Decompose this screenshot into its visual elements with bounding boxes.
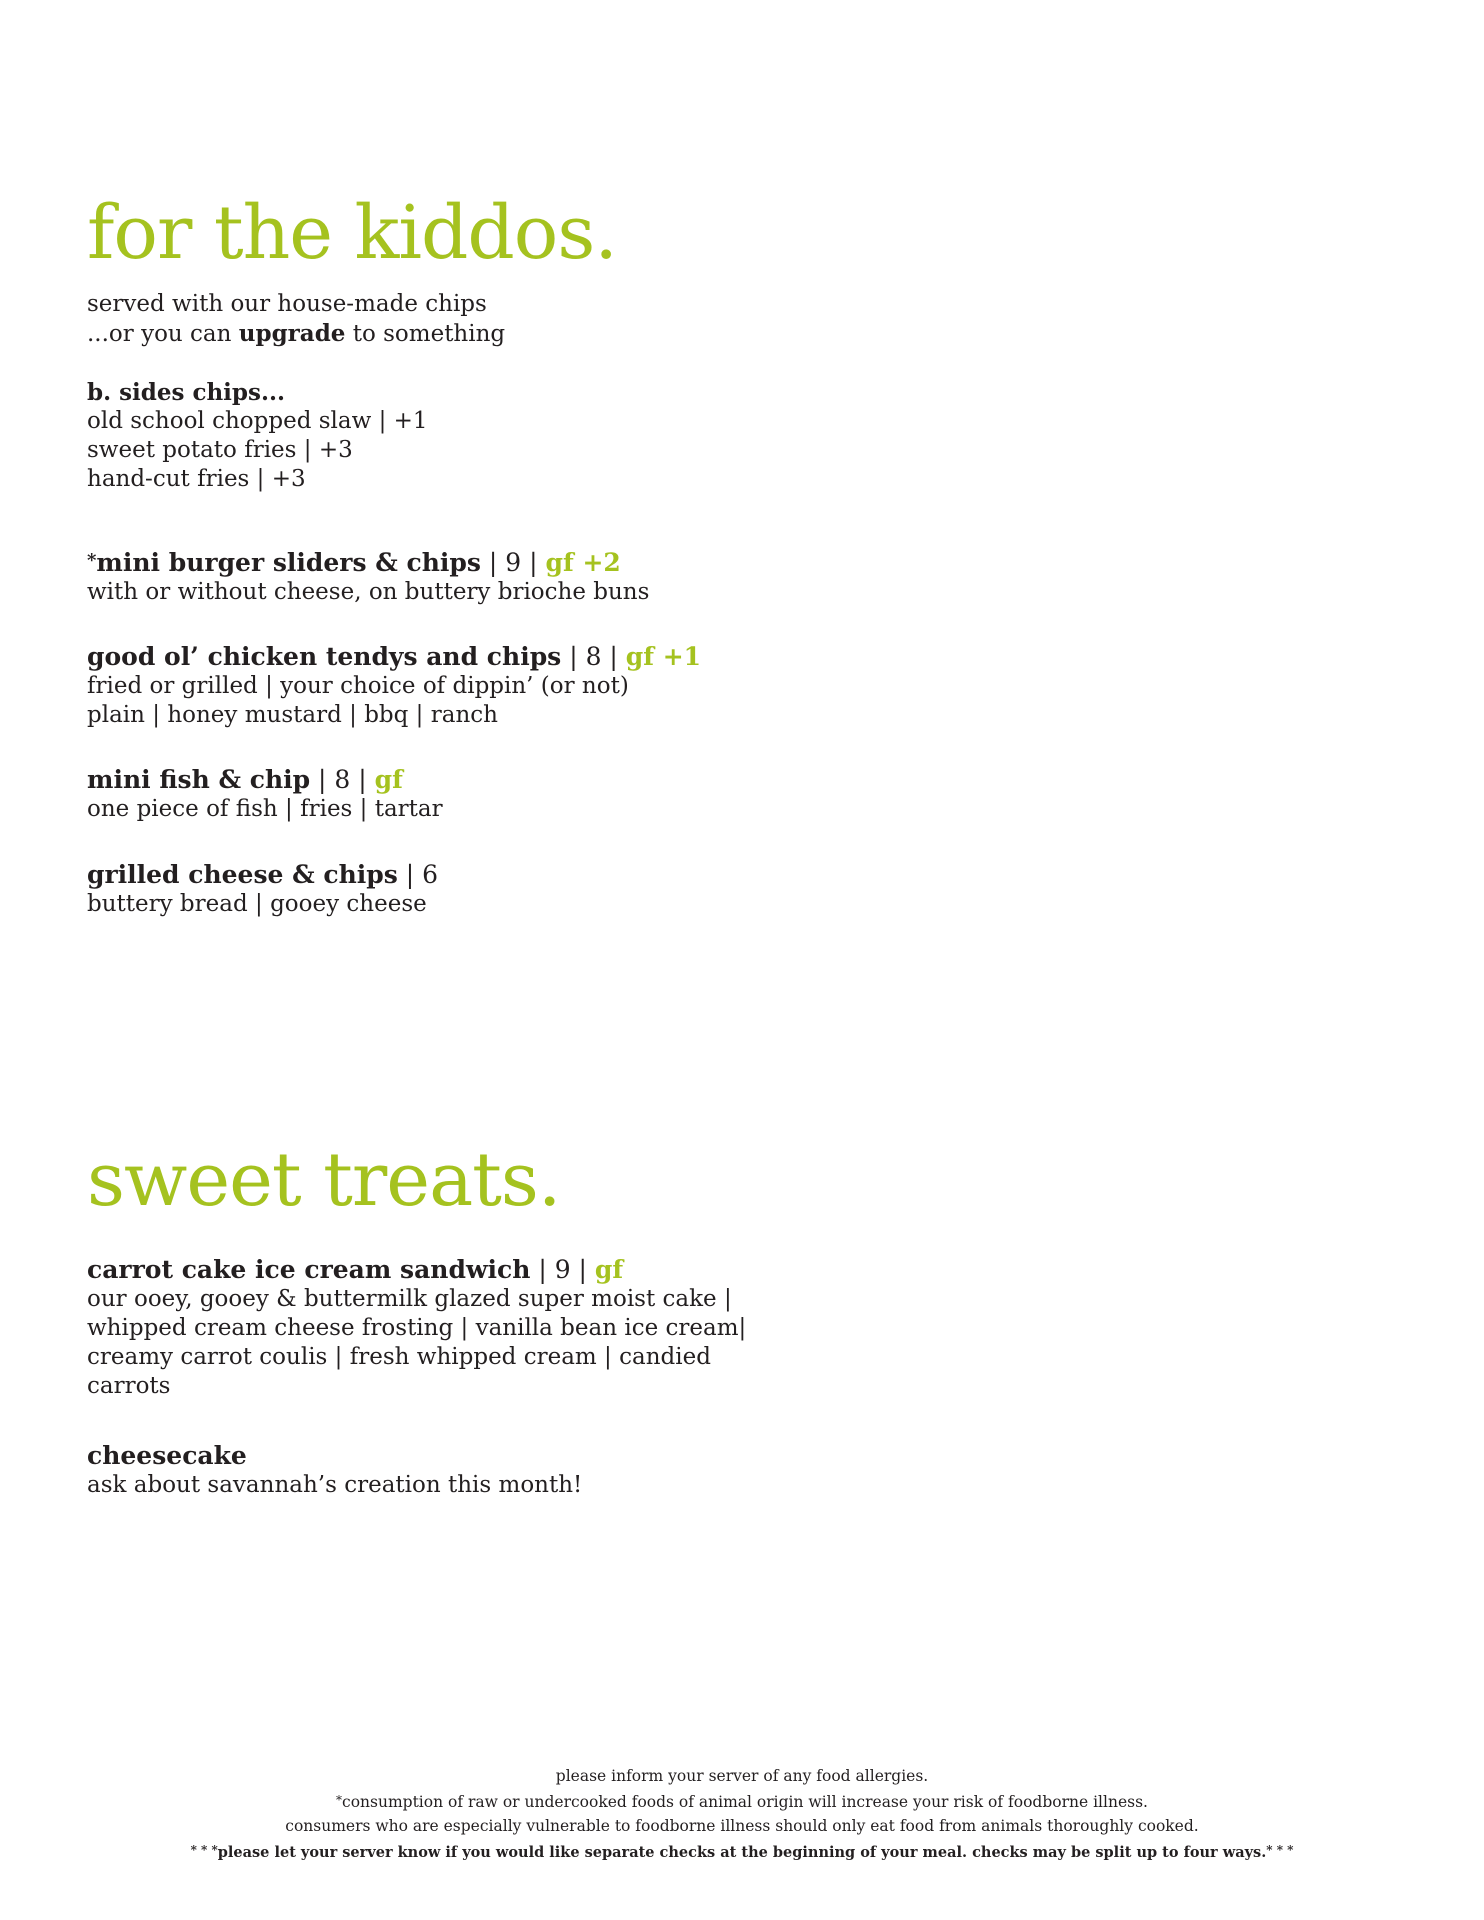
raw-food-warning	[0, 1788, 1484, 1814]
kids-heading: for the kiddos.	[87, 190, 617, 276]
raw-food-warning-text: consumption of raw or undercooked foods of animal origin will increase your risk of foodborne illness.	[342, 1793, 1148, 1811]
stars-right: * * *	[1266, 1843, 1294, 1857]
sides-title: b. sides chips...	[87, 379, 285, 406]
stars-left: * * *	[190, 1843, 218, 1857]
item-price: | 9 |	[480, 548, 546, 577]
menu-item-tendys	[87, 642, 807, 730]
item-title	[87, 642, 807, 672]
item-price: | 8 |	[561, 642, 626, 671]
item-price: | 9 |	[530, 1255, 595, 1284]
item-name: mini burger sliders & chips	[96, 548, 481, 577]
item-title	[87, 1255, 807, 1285]
kids-section	[87, 190, 807, 919]
item-price: | 6	[397, 860, 439, 889]
item-desc: buttery bread | gooey cheese	[87, 891, 427, 917]
allergy-notice: please inform your server of any food allergies.	[555, 1767, 929, 1785]
item-name: carrot cake ice cream sandwich	[87, 1255, 531, 1284]
vulnerable-consumers-notice: consumers who are especially vulnerable to foodborne illness should only eat food from animals thoroughly cooked.	[285, 1817, 1199, 1835]
menu-item-carrot-cake	[87, 1255, 807, 1401]
side-item: hand-cut fries | +3	[87, 466, 306, 492]
warning-star: *	[336, 1793, 343, 1807]
side-item: sweet potato fries | +3	[87, 437, 353, 463]
gf-badge: gf	[594, 1255, 624, 1284]
item-title	[87, 860, 807, 890]
item-title	[87, 765, 807, 795]
item-desc: our ooey, gooey & buttermilk glazed super moist cake |	[87, 1286, 732, 1312]
item-name: mini fish & chip	[87, 765, 311, 794]
item-desc: creamy carrot coulis | fresh whipped cream | candied	[87, 1344, 711, 1370]
item-desc: with or without cheese, on buttery brioche buns	[87, 579, 650, 605]
item-name: good ol’ chicken tendys and chips	[87, 642, 562, 671]
item-title	[87, 546, 807, 578]
item-desc: ask about savannah’s creation this month!	[87, 1472, 583, 1498]
item-title	[87, 1441, 807, 1471]
kids-intro-line2	[87, 319, 807, 349]
item-name: grilled cheese & chips	[87, 860, 398, 889]
item-price: | 8 |	[310, 765, 375, 794]
menu-item-grilled-cheese	[87, 860, 807, 919]
gf-badge: gf +1	[625, 642, 702, 671]
menu-item-sliders	[87, 546, 807, 607]
footer-notice	[0, 1764, 1484, 1865]
item-name: cheesecake	[87, 1441, 247, 1470]
intro-upgrade: upgrade	[238, 320, 346, 347]
item-desc: one piece of fish | fries | tartar	[87, 796, 443, 822]
sweets-heading: sweet treats.	[87, 1137, 561, 1223]
gf-badge: gf	[374, 765, 403, 794]
side-item: old school chopped slaw | +1	[87, 408, 428, 434]
separate-checks-notice	[0, 1838, 1484, 1865]
item-desc: fried or grilled | your choice of dippin’ (or not)	[87, 673, 629, 699]
sweets-section	[87, 1137, 807, 1500]
intro-prefix: ...or you can	[87, 321, 239, 347]
kids-intro-line1: served with our house-made chips	[87, 291, 487, 317]
menu-item-fish	[87, 765, 807, 824]
separate-checks-text: please let your server know if you would like separate checks at the beginning of your meal. checks may be split up to four ways.	[217, 1844, 1267, 1861]
item-desc: whipped cream cheese frosting | vanilla bean ice cream|	[87, 1315, 747, 1341]
item-desc: carrots	[87, 1373, 171, 1399]
intro-suffix: to something	[345, 321, 506, 347]
raw-warning-star: *	[87, 550, 97, 571]
gf-badge: gf +2	[545, 548, 621, 577]
item-desc: plain | honey mustard | bbq | ranch	[87, 702, 498, 728]
menu-item-cheesecake	[87, 1441, 807, 1500]
